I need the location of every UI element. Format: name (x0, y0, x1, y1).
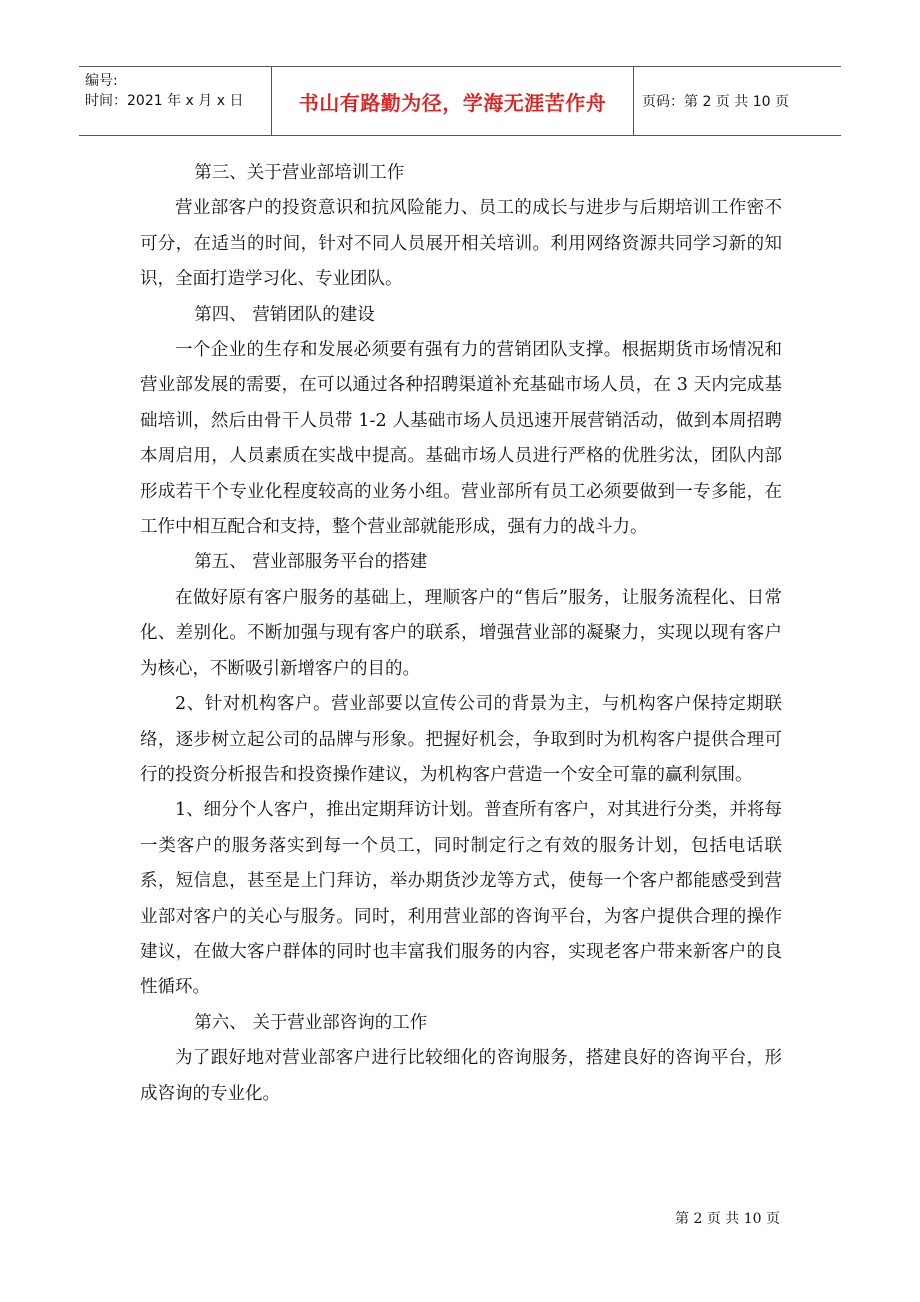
page-footer: 第 2 页 共 10 页 (675, 1211, 780, 1227)
document-body (140, 156, 782, 1112)
paragraph-sales-team: 一个企业的生存和发展必须要有强有力的营销团队支撑。根据期货市场情况和营业部发展的需要，在可以通过各种招聘渠道补充基础市场人员，在 3 天内完成基础培训，然后由骨干人员带 1-2 人基础市场人员迅速开展营销活动，做到本周招聘本周启用，人员素质在实战中提高。基础市场人员进行严格的优胜劣汰，团队内部形成若干个专业化程度较高的业务小组。营业部所有员工必须要做到一专多能，在工作中相互配合和支持，整个营业部就能形成，强有力的战斗力。 (140, 340, 782, 538)
date-text: 时间：2021 年 x 月 x 日 (85, 93, 244, 109)
section-heading-sales-team: 第四、 营销团队的建设 (194, 304, 375, 325)
paragraph-individual-clients: 1、细分个人客户，推出定期拜访计划。普查所有客户，对其进行分类，并将每一类客户的服务落实到每一个员工，同时制定行之有效的服务计划，包括电话联系，短信息，甚至是上门拜访，举办期货沙龙等方式，使每一个客户都能感受到营业部对客户的关心与服务。同时，利用营业部的咨询平台，为客户提供合理的操作建议，在做大客户群体的同时也丰富我们服务的内容，实现老客户带来新客户的良性循环。 (140, 800, 782, 998)
serial-number-label: 编号: (85, 73, 118, 89)
section-heading-training: 第三、关于营业部培训工作 (194, 163, 405, 183)
header-motto: 书山有路勤为径，学海无涯苦作舟 (272, 67, 634, 135)
paragraph-service-platform: 在做好原有客户服务的基础上，理顺客户的“售后”服务，让服务流程化、日常化、差别化。不断加强与现有客户的联系，增强营业部的凝聚力，实现以现有客户为核心，不断吸引新增客户的目的。 (140, 587, 782, 679)
header-meta-cell (79, 67, 272, 135)
paragraph-institutional-clients: 2、针对机构客户。营业部要以宣传公司的背景为主，与机构客户保持定期联络，逐步树立起公司的品牌与形象。把握好机会，争取到时为机构客户提供合理可行的投资分析报告和投资操作建议，为机构客户营造一个安全可靠的赢利氛围。 (140, 694, 782, 785)
section-heading-consulting: 第六、 关于营业部咨询的工作 (194, 1012, 428, 1033)
section-heading-service-platform: 第五、 营业部服务平台的搭建 (194, 552, 428, 573)
paragraph-training: 营业部客户的投资意识和抗风险能力、员工的成长与进步与后期培训工作密不可分，在适当的时间，针对不同人员展开相关培训。利用网络资源共同学习新的知识，全面打造学习化、专业团队。 (140, 198, 782, 290)
header-page-number: 页码：第 2 页 共 10 页 (642, 94, 789, 110)
paragraph-consulting: 为了跟好地对营业部客户进行比较细化的咨询服务，搭建良好的咨询平台，形成咨询的专业化。 (140, 1048, 782, 1104)
page-header (79, 66, 841, 136)
